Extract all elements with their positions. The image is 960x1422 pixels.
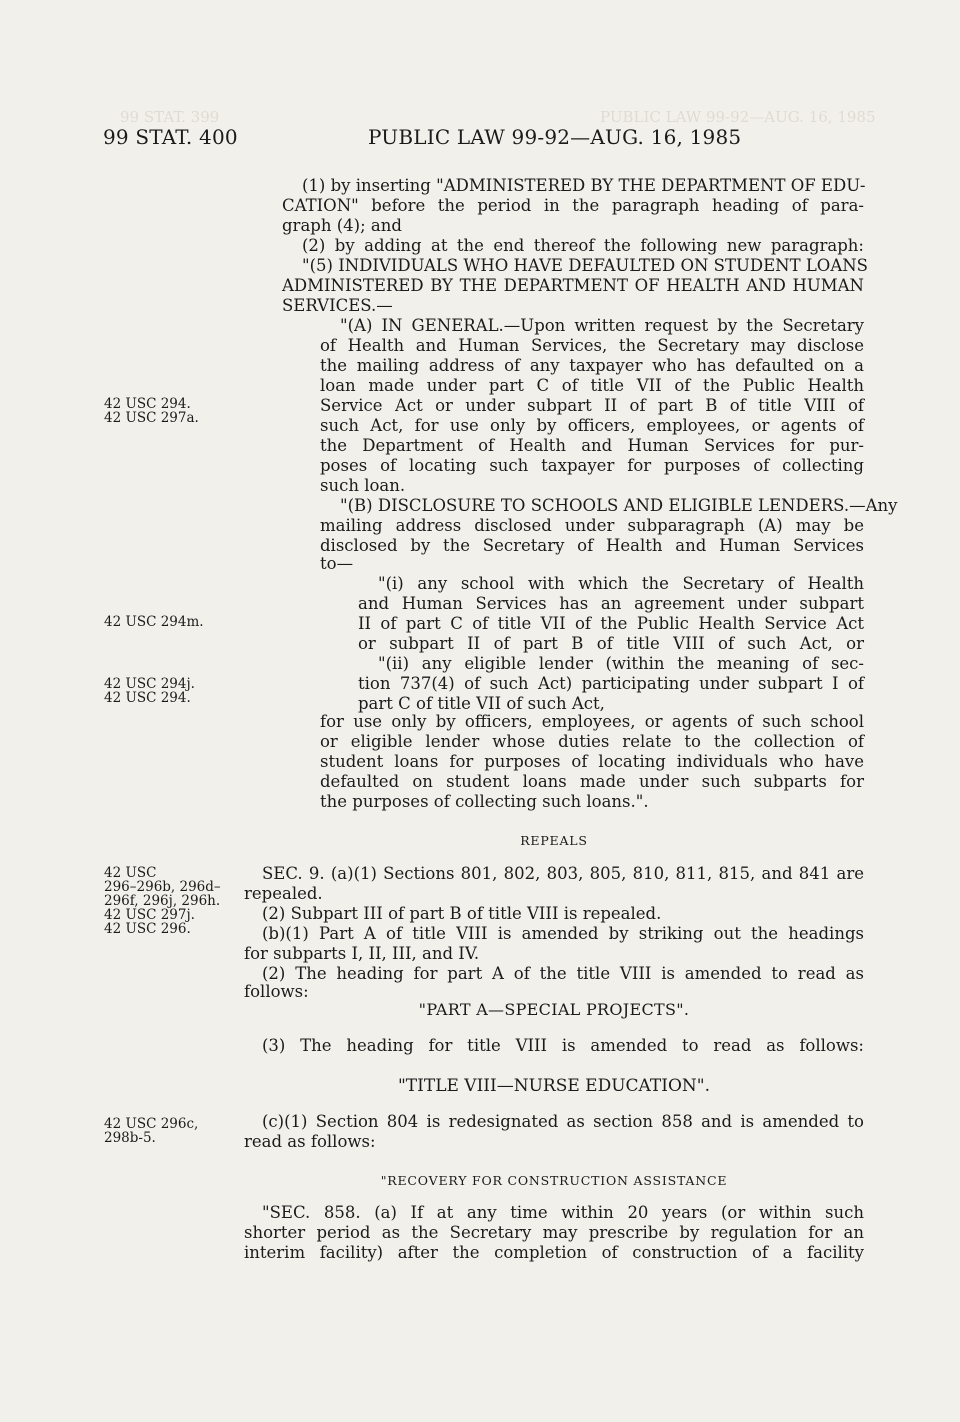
- text-line: part C of title VII of such Act,: [358, 694, 605, 713]
- text-line: poses of locating such taxpayer for purposes of collecting: [320, 456, 864, 475]
- margin-note-4: 42 USC 296–296b, 296d– 296f, 296j, 296h. 42 USC 297j. 42 USC 296.: [104, 865, 221, 937]
- text-line: repealed.: [244, 884, 323, 903]
- text-line: (3) The heading for title VIII is amended to read as follows:: [262, 1036, 864, 1055]
- page-title: PUBLIC LAW 99-92—AUG. 16, 1985: [368, 125, 742, 149]
- text-line: and Human Services has an agreement under subpart: [358, 594, 864, 613]
- section-heading-recovery: "RECOVERY FOR CONSTRUCTION ASSISTANCE: [380, 1173, 728, 1188]
- text-line: student loans for purposes of locating individuals who have: [320, 752, 864, 771]
- text-line: Service Act or under subpart II of part B of title VIII of: [320, 396, 864, 415]
- text-line: or subpart II of part B of title VIII of such Act, or: [358, 634, 864, 653]
- text-line: of Health and Human Services, the Secretary may disclose: [320, 336, 864, 355]
- text-line: (b)(1) Part A of title VIII is amended by striking out the headings: [262, 924, 864, 943]
- text-line: graph (4); and: [282, 216, 402, 235]
- text-line: the mailing address of any taxpayer who has defaulted on a: [320, 356, 864, 375]
- text-line: SEC. 9. (a)(1) Sections 801, 802, 803, 805, 810, 811, 815, and 841 are: [262, 864, 864, 883]
- text-line: "(5) INDIVIDUALS WHO HAVE DEFAULTED ON STUDENT LOANS: [302, 256, 868, 275]
- text-line: for subparts I, II, III, and IV.: [244, 944, 480, 963]
- text-line: or eligible lender whose duties relate to the collection of: [320, 732, 864, 751]
- text-line: (2) by adding at the end thereof the following new paragraph:: [302, 236, 864, 255]
- text-line: "(i) any school with which the Secretary of Health: [378, 574, 864, 593]
- text-line: SERVICES.—: [282, 296, 393, 315]
- text-line: defaulted on student loans made under such subparts for: [320, 772, 864, 791]
- text-line: "SEC. 858. (a) If at any time within 20 years (or within such: [262, 1203, 864, 1222]
- text-line: the Department of Health and Human Services for pur-: [320, 436, 864, 455]
- text-line: read as follows:: [244, 1132, 376, 1151]
- text-line: for use only by officers, employees, or agents of such school: [320, 712, 864, 731]
- margin-note-5: 42 USC 296c, 298b-5.: [104, 1116, 199, 1146]
- margin-note-3: 42 USC 294j. 42 USC 294.: [104, 676, 195, 706]
- text-line: shorter period as the Secretary may prescribe by regulation for an: [244, 1223, 864, 1242]
- text-line: (2) The heading for part A of the title VIII is amended to read as: [262, 964, 864, 983]
- text-line: the purposes of collecting such loans.".: [320, 792, 649, 811]
- text-line: such Act, for use only by officers, employees, or agents of: [320, 416, 864, 435]
- text-line: to—: [320, 554, 354, 573]
- ghost-text-right: PUBLIC LAW 99-92—AUG. 16, 1985: [600, 108, 876, 126]
- text-line: tion 737(4) of such Act) participating under subpart I of: [358, 674, 864, 693]
- text-line: loan made under part C of title VII of the Public Health: [320, 376, 864, 395]
- text-line: follows:: [244, 982, 309, 1001]
- text-line: (1) by inserting "ADMINISTERED BY THE DEPARTMENT OF EDU-: [302, 176, 866, 195]
- text-line: interim facility) after the completion of construction of a facility: [244, 1243, 864, 1262]
- text-line: ADMINISTERED BY THE DEPARTMENT OF HEALTH AND HUMAN: [282, 276, 864, 295]
- margin-note-1: 42 USC 294. 42 USC 297a.: [104, 396, 199, 426]
- text-line: CATION" before the period in the paragraph heading of para-: [282, 196, 864, 215]
- text-line: II of part C of title VII of the Public Health Service Act: [358, 614, 864, 633]
- text-line: "(A) IN GENERAL.—Upon written request by the Secretary: [340, 316, 864, 335]
- text-line: (2) Subpart III of part B of title VIII is repealed.: [262, 904, 662, 923]
- text-line: "(ii) any eligible lender (within the meaning of sec-: [378, 654, 864, 673]
- ghost-text-left: 99 STAT. 399: [120, 108, 220, 126]
- page-stat-number: 99 STAT. 400: [103, 125, 238, 149]
- section-heading-repeals: REPEALS: [520, 833, 588, 848]
- part-a-heading: "PART A—SPECIAL PROJECTS".: [418, 1000, 690, 1019]
- text-line: (c)(1) Section 804 is redesignated as section 858 and is amended to: [262, 1112, 864, 1131]
- text-line: disclosed by the Secretary of Health and Human Services: [320, 536, 864, 555]
- text-line: mailing address disclosed under subparagraph (A) may be: [320, 516, 864, 535]
- text-line: "(B) DISCLOSURE TO SCHOOLS AND ELIGIBLE LENDERS.—Any: [340, 496, 898, 515]
- title-viii-heading: "TITLE VIII—NURSE EDUCATION".: [397, 1076, 710, 1096]
- margin-note-2: 42 USC 294m.: [104, 614, 204, 630]
- text-line: such loan.: [320, 476, 406, 495]
